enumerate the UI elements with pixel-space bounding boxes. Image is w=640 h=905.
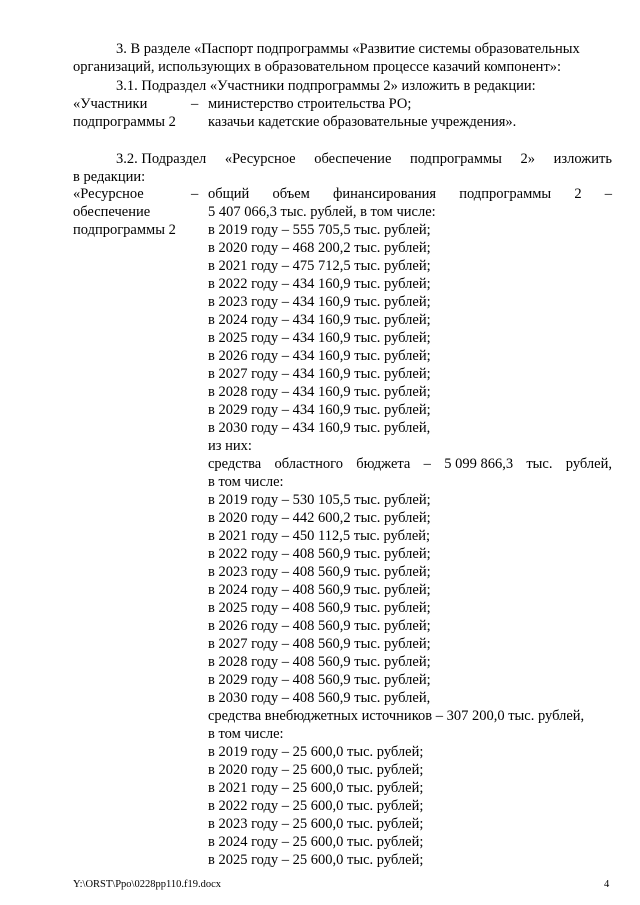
regional-year-row: в 2022 году – 408 560,9 тыс. рублей; (208, 546, 431, 562)
regional-word: средства (208, 456, 262, 472)
sub32-heading-word: подпрограммы (409, 151, 502, 167)
regional-year-row: в 2027 году – 408 560,9 тыс. рублей; (208, 636, 431, 652)
footer-file-path: Y:\ORST\Ppo\0228pp110.f19.docx (73, 879, 221, 890)
sub31-right-line1: министерство строительства РО; (208, 96, 412, 112)
extra-budget-line: средства внебюджетных источников – 307 200,0 тыс. рублей, (208, 708, 585, 724)
section3-line1: 3. В разделе «Паспорт подпрограммы «Развитие системы образовательных (116, 41, 580, 57)
sub32-heading-line2: в редакции: (73, 169, 146, 185)
regional-word: 5 099 866,3 (444, 456, 514, 472)
regional-word: – (423, 456, 431, 472)
total-word: подпрограммы (459, 186, 552, 202)
extra-year-row: в 2019 году – 25 600,0 тыс. рублей; (208, 744, 424, 760)
sub31-dash: – (191, 96, 199, 112)
total-year-row: в 2022 году – 434 160,9 тыс. рублей; (208, 276, 431, 292)
total-word: 2 (574, 186, 582, 202)
sub32-left-line1: «Ресурсное (73, 186, 144, 202)
regional-year-row: в 2020 году – 442 600,2 тыс. рублей; (208, 510, 431, 526)
page-number: 4 (604, 879, 610, 890)
sub32-heading-word: изложить (553, 151, 612, 167)
extra-year-row: в 2025 году – 25 600,0 тыс. рублей; (208, 852, 424, 868)
total-year-row: в 2027 году – 434 160,9 тыс. рублей; (208, 366, 431, 382)
regional-word: тыс. (526, 456, 553, 472)
total-year-row: в 2026 году – 434 160,9 тыс. рублей; (208, 348, 431, 364)
sub32-heading-word: «Ресурсное (224, 151, 296, 167)
total-year-row: в 2021 году – 475 712,5 тыс. рублей; (208, 258, 431, 274)
total-word: – (604, 186, 612, 202)
regional-word: бюджета (356, 456, 411, 472)
extra-year-row: в 2023 году – 25 600,0 тыс. рублей; (208, 816, 424, 832)
extra-year-row: в 2022 году – 25 600,0 тыс. рублей; (208, 798, 424, 814)
extra-year-row: в 2020 году – 25 600,0 тыс. рублей; (208, 762, 424, 778)
total-year-row: в 2030 году – 434 160,9 тыс. рублей, (208, 420, 431, 436)
regional-budget-line (208, 455, 612, 473)
section3-line2: организаций, использующих в образовательном процессе казачий компонент»: (73, 59, 562, 75)
regional-year-row: в 2026 году – 408 560,9 тыс. рублей; (208, 618, 431, 634)
total-amount: 5 407 066,3 тыс. рублей, в том числе: (208, 204, 436, 220)
sub31-left-line2: подпрограммы 2 (73, 114, 176, 130)
regional-year-row: в 2023 году – 408 560,9 тыс. рублей; (208, 564, 431, 580)
total-year-row: в 2029 году – 434 160,9 тыс. рублей; (208, 402, 431, 418)
sub32-heading (116, 150, 612, 168)
total-word: финансирования (332, 186, 437, 202)
extra-year-row: в 2024 году – 25 600,0 тыс. рублей; (208, 834, 424, 850)
sub31-heading: 3.1. Подраздел «Участники подпрограммы 2» изложить в редакции: (116, 78, 536, 94)
regional-word: областного (274, 456, 344, 472)
sub32-heading-word: 2» (520, 151, 536, 167)
extra-year-row: в 2021 году – 25 600,0 тыс. рублей; (208, 780, 424, 796)
regional-year-row: в 2025 году – 408 560,9 тыс. рублей; (208, 600, 431, 616)
total-year-row: в 2020 году – 468 200,2 тыс. рублей; (208, 240, 431, 256)
regional-year-row: в 2029 году – 408 560,9 тыс. рублей; (208, 672, 431, 688)
regional-word: рублей, (565, 456, 612, 472)
sub31-right-line2: казачьи кадетские образовательные учреждения». (208, 114, 517, 130)
sub32-heading-word: обеспечение (314, 151, 392, 167)
sub32-heading-word: 3.2. Подраздел (116, 151, 207, 167)
regional-year-row: в 2030 году – 408 560,9 тыс. рублей, (208, 690, 431, 706)
total-word: общий (208, 186, 250, 202)
total-year-row: в 2028 году – 434 160,9 тыс. рублей; (208, 384, 431, 400)
total-year-row: в 2024 году – 434 160,9 тыс. рублей; (208, 312, 431, 328)
regional-year-row: в 2024 году – 408 560,9 тыс. рублей; (208, 582, 431, 598)
extra-incl: в том числе: (208, 726, 284, 742)
sub32-left-line3: подпрограммы 2 (73, 222, 176, 238)
regional-year-row: в 2028 году – 408 560,9 тыс. рублей; (208, 654, 431, 670)
regional-year-row: в 2019 году – 530 105,5 тыс. рублей; (208, 492, 431, 508)
sub32-left-line2: обеспечение (73, 204, 151, 220)
sub32-dash: – (191, 186, 199, 202)
sub31-left-line1: «Участники (73, 96, 148, 112)
total-financing-line (208, 185, 612, 203)
regional-incl: в том числе: (208, 474, 284, 490)
total-year-row: в 2025 году – 434 160,9 тыс. рублей; (208, 330, 431, 346)
total-year-row: в 2019 году – 555 705,5 тыс. рублей; (208, 222, 431, 238)
total-word: объем (272, 186, 310, 202)
regional-year-row: в 2021 году – 450 112,5 тыс. рублей; (208, 528, 431, 544)
total-year-row: в 2023 году – 434 160,9 тыс. рублей; (208, 294, 431, 310)
of-them-label: из них: (208, 438, 252, 454)
